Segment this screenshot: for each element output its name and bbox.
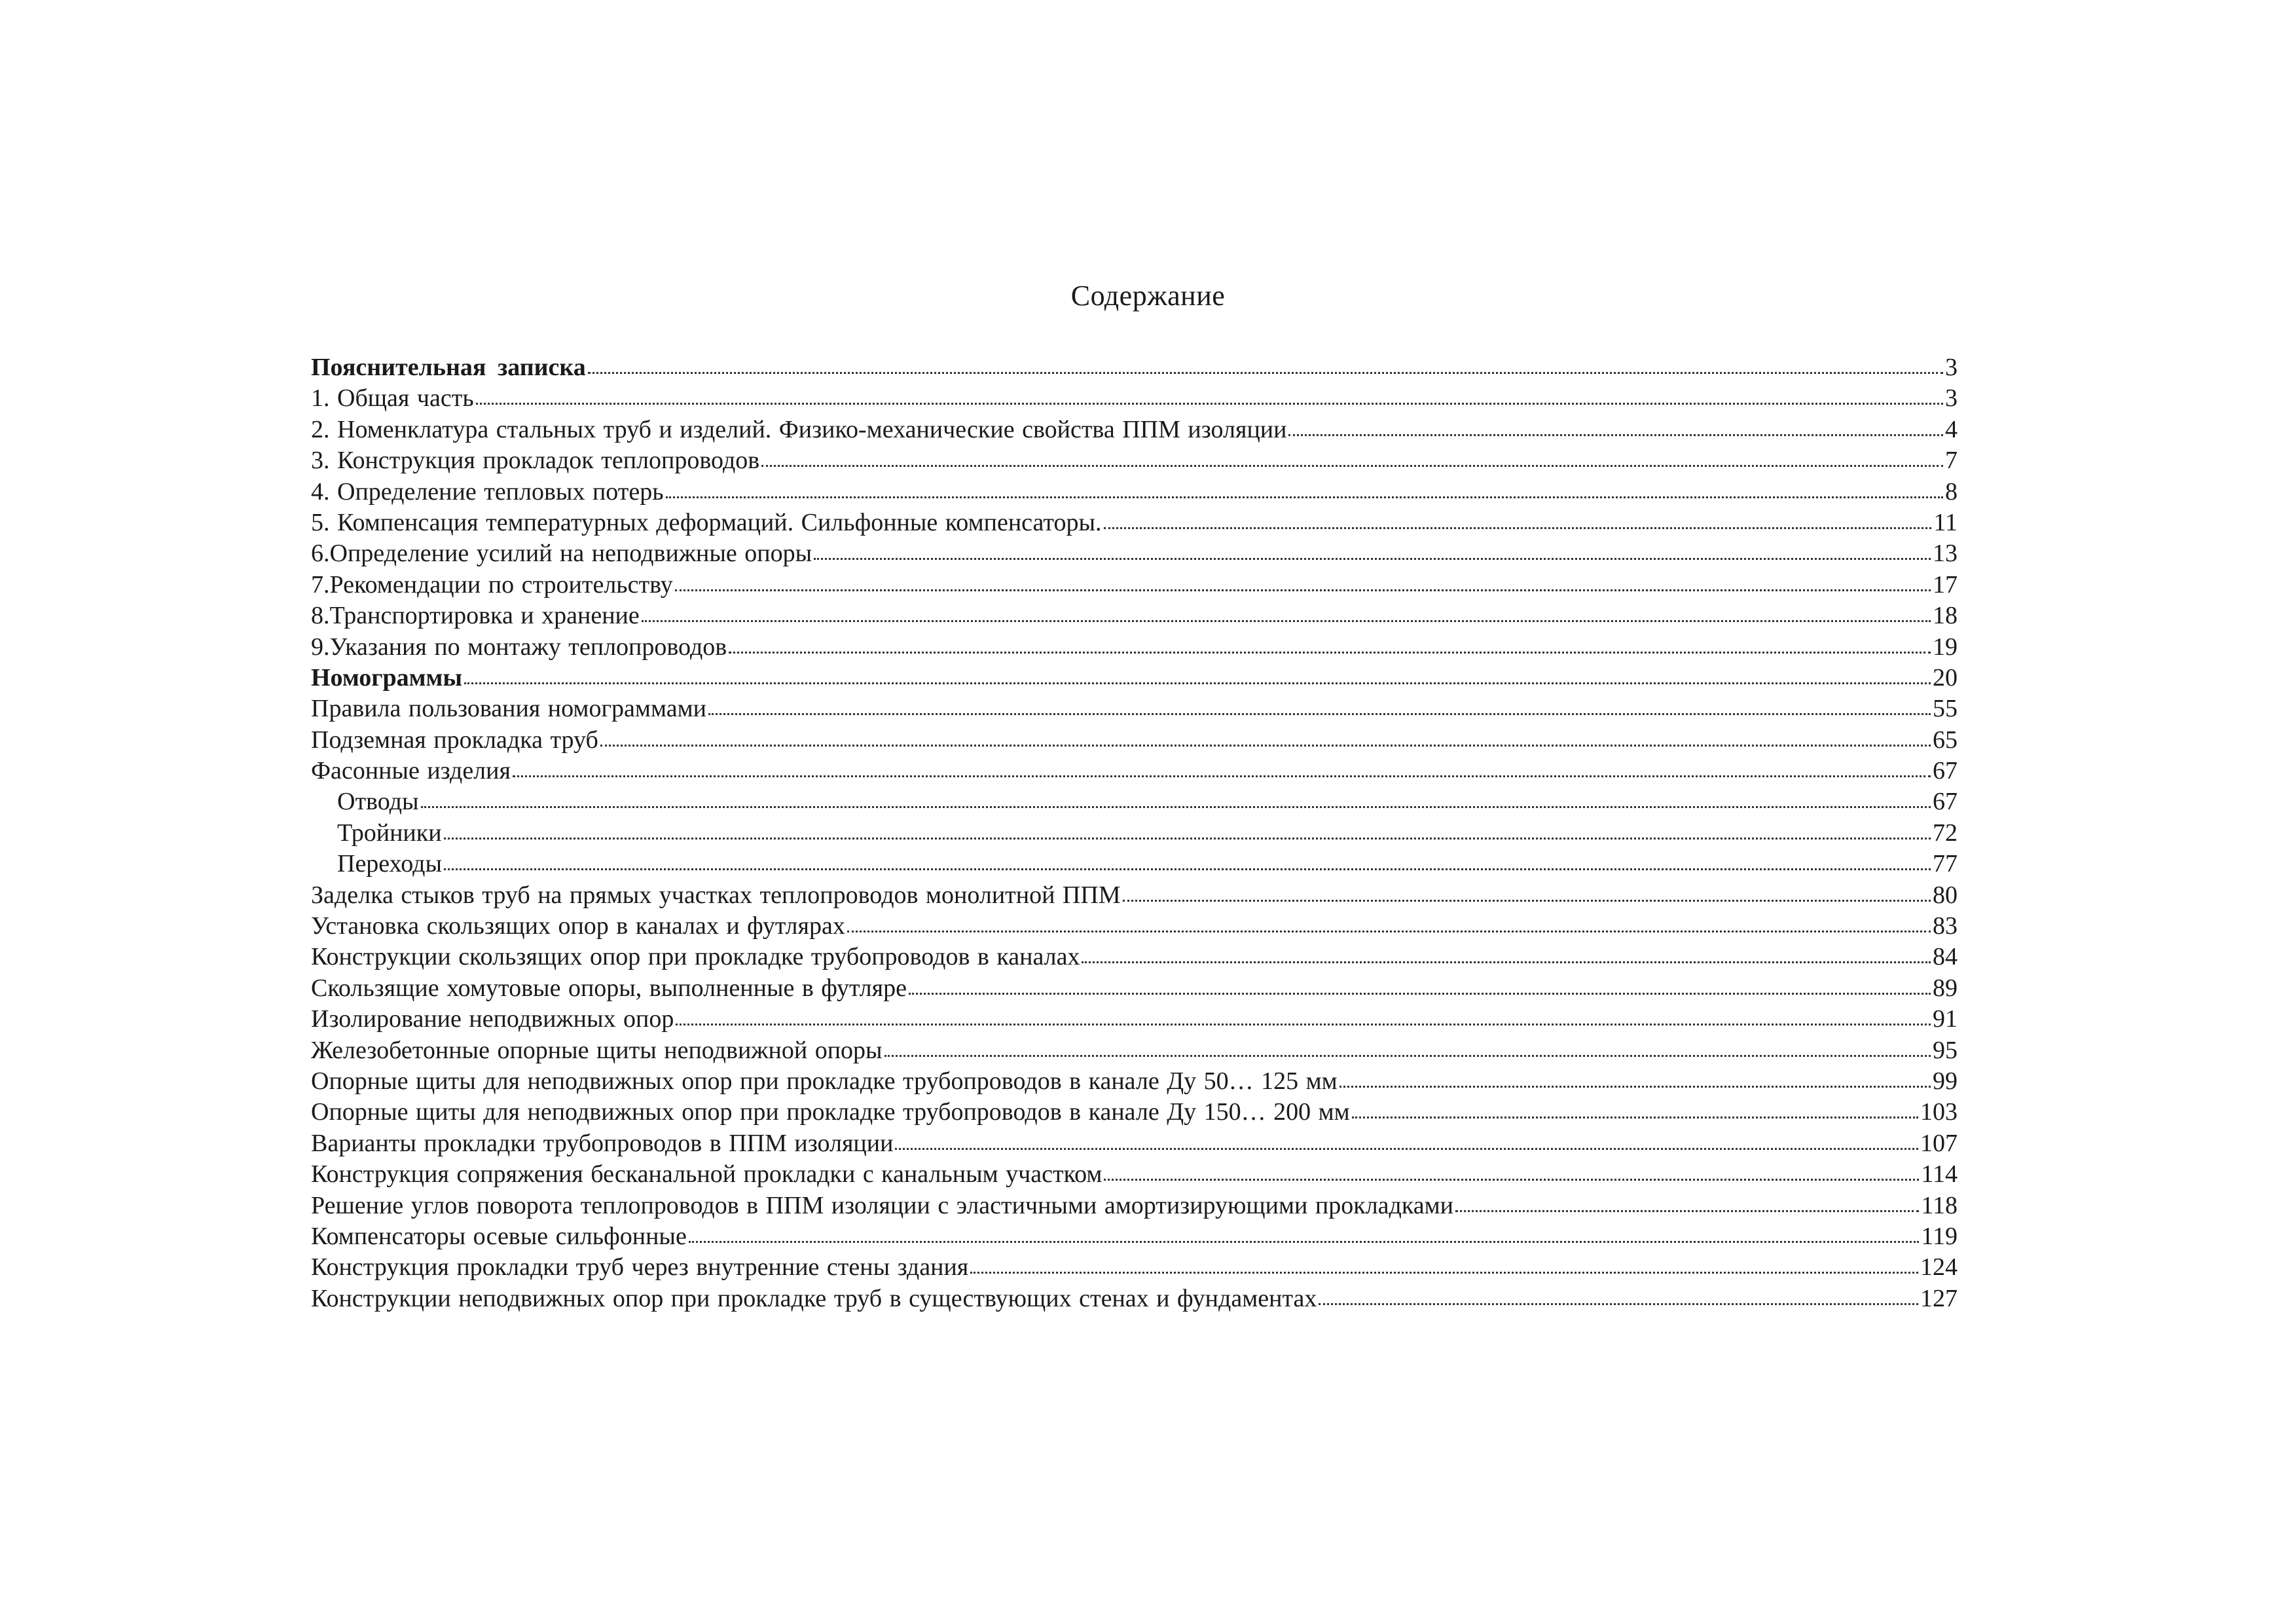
toc-entry-page-number: 119 [1921, 1222, 1958, 1250]
toc-entry [311, 415, 1958, 445]
dot-leader [1104, 526, 1932, 529]
toc-entry [311, 693, 1958, 724]
toc-entry-page-number: 72 [1933, 819, 1958, 847]
toc-entry-title: 6.Определение усилий на неподвижные опоры [311, 540, 812, 568]
dot-leader [676, 1023, 1931, 1025]
toc-entry-page-number: 89 [1933, 974, 1958, 1002]
toc-entry-page-number: 80 [1933, 881, 1958, 909]
dot-leader [588, 371, 1943, 374]
toc-entry-page-number: 17 [1933, 570, 1958, 599]
toc-entry-page-number: 7 [1945, 447, 1958, 475]
toc-entry-title: Решение углов поворота теплопроводов в ППМ изоляции с эластичными амортизирующими прокладками [311, 1191, 1453, 1219]
toc-entry [311, 1190, 1958, 1221]
toc-entry-title: 9.Указания по монтажу теплопроводов [311, 633, 727, 661]
toc-entry-title: Скользящие хомутовые опоры, выполненные в футляре [311, 974, 907, 1002]
toc-entry [311, 756, 1958, 786]
toc-entry-title: Фасонные изделия [311, 757, 511, 785]
toc-entry-title: Варианты прокладки трубопроводов в ППМ изоляции [311, 1129, 894, 1157]
toc-entry [311, 1035, 1958, 1066]
toc-entry-page-number: 20 [1933, 663, 1958, 692]
toc-entry-title: Заделка стыков труб на прямых участках теплопроводов монолитной ППМ [311, 881, 1121, 909]
dot-leader [600, 744, 1931, 747]
toc-entry [311, 352, 1958, 383]
toc-entry-page-number: 107 [1920, 1129, 1958, 1157]
toc-entry-page-number: 3 [1945, 354, 1958, 381]
dot-leader [444, 837, 1931, 840]
toc-entry-page-number: 65 [1933, 726, 1958, 754]
toc-entry-page-number: 13 [1933, 540, 1958, 568]
toc-entry-title: Компенсаторы осевые сильфонные [311, 1222, 687, 1250]
toc-entry-title: 8.Транспортировка и хранение [311, 602, 640, 630]
toc-entry-page-number: 11 [1933, 508, 1958, 536]
toc-entry [311, 1221, 1958, 1252]
toc-entry [311, 570, 1958, 600]
toc-entry-page-number: 67 [1933, 757, 1958, 785]
table-of-contents [311, 352, 1958, 1314]
toc-entry [311, 1004, 1958, 1035]
toc-entry-title: Конструкции неподвижных опор при прокладке труб в существующих стенах и фундаментах [311, 1284, 1317, 1312]
page-title: Содержание [1070, 280, 1226, 312]
toc-entry [311, 477, 1958, 507]
dot-leader [642, 619, 1931, 622]
dot-leader [1352, 1116, 1918, 1118]
dot-leader [708, 712, 1931, 715]
toc-entry-page-number: 19 [1933, 633, 1958, 661]
toc-entry-page-number: 83 [1933, 912, 1958, 940]
dot-leader [675, 589, 1931, 591]
dot-leader [814, 557, 1931, 560]
toc-entry-page-number: 95 [1933, 1036, 1958, 1064]
toc-entry-title: Подземная прокладка труб [311, 726, 598, 754]
toc-entry-page-number: 55 [1933, 695, 1958, 723]
toc-entry [311, 507, 1958, 538]
toc-entry-title: Конструкция сопряжения бесканальной прокладки с канальным участком [311, 1160, 1102, 1189]
dot-leader [1082, 961, 1931, 963]
toc-entry [311, 538, 1958, 569]
toc-entry-page-number: 84 [1933, 943, 1958, 971]
toc-entry-title: Переходы [337, 850, 442, 878]
dot-leader [1319, 1302, 1918, 1305]
toc-entry-title: Правила пользования номограммами [311, 695, 706, 723]
dot-leader [847, 930, 1931, 932]
toc-entry-title: Номограммы [311, 663, 463, 692]
toc-entry-title: Конструкции скользящих опор при прокладке трубопроводов в каналах [311, 943, 1080, 971]
toc-entry-page-number: 8 [1945, 477, 1958, 506]
toc-entry [311, 632, 1958, 663]
dot-leader [1104, 1178, 1919, 1181]
toc-entry-page-number: 114 [1921, 1160, 1958, 1189]
toc-entry-page-number: 118 [1921, 1191, 1958, 1219]
toc-entry [311, 880, 1958, 911]
toc-entry-title: Отводы [337, 788, 419, 816]
toc-entry [311, 1066, 1958, 1097]
toc-entry [311, 1128, 1958, 1159]
toc-entry [311, 1159, 1958, 1190]
toc-entry-title: 5. Компенсация температурных деформаций. Сильфонные компенсаторы. [311, 508, 1102, 536]
toc-entry-title: Опорные щиты для неподвижных опор при прокладке трубопроводов в канале Ду 150… 200 мм [311, 1098, 1350, 1126]
toc-entry-page-number: 91 [1933, 1005, 1958, 1033]
dot-leader [884, 1054, 1931, 1057]
toc-entry [311, 911, 1958, 942]
dot-leader [421, 805, 1931, 808]
toc-entry [311, 383, 1958, 414]
dot-leader [761, 464, 1943, 467]
toc-entry-page-number: 127 [1920, 1284, 1958, 1312]
dot-leader [895, 1147, 1918, 1150]
dot-leader [1339, 1085, 1931, 1088]
toc-entry-title: 3. Конструкция прокладок теплопроводов [311, 447, 760, 475]
dot-leader [464, 682, 1931, 684]
toc-entry-page-number: 18 [1933, 602, 1958, 630]
dot-leader [513, 775, 1931, 777]
toc-entry [311, 600, 1958, 631]
toc-entry-title: Железобетонные опорные щиты неподвижной опоры [311, 1036, 883, 1064]
dot-leader [689, 1240, 1920, 1243]
toc-entry [311, 725, 1958, 756]
toc-entry-page-number: 4 [1945, 415, 1958, 443]
toc-entry-page-number: 99 [1933, 1067, 1958, 1095]
toc-entry-title: 4. Определение тепловых потерь [311, 477, 664, 506]
toc-entry-title: Изолирование неподвижных опор [311, 1005, 674, 1033]
toc-entry [311, 1283, 1958, 1314]
toc-entry [311, 663, 1958, 693]
toc-entry [311, 818, 1958, 849]
toc-entry-title: 1. Общая часть [311, 384, 474, 413]
dot-leader [476, 402, 1943, 405]
dot-leader [729, 651, 1931, 654]
toc-entry [311, 1097, 1958, 1128]
toc-entry [311, 445, 1958, 476]
toc-entry [311, 786, 1958, 817]
toc-entry [311, 849, 1958, 879]
dot-leader [444, 868, 1931, 870]
toc-entry-page-number: 67 [1933, 788, 1958, 816]
toc-entry-title: Конструкция прокладки труб через внутренние стены здания [311, 1253, 969, 1282]
dot-leader [1455, 1209, 1919, 1212]
toc-entry-page-number: 124 [1920, 1253, 1958, 1282]
toc-entry-page-number: 77 [1933, 850, 1958, 878]
toc-entry-title: Опорные щиты для неподвижных опор при прокладке трубопроводов в канале Ду 50… 125 мм [311, 1067, 1338, 1095]
toc-entry-title: Тройники [337, 819, 442, 847]
toc-entry [311, 973, 1958, 1004]
toc-entry [311, 1252, 1958, 1283]
dot-leader [909, 992, 1931, 995]
toc-entry-page-number: 3 [1945, 384, 1958, 413]
dot-leader [1288, 434, 1943, 436]
dot-leader [666, 496, 1943, 498]
toc-entry [311, 942, 1958, 972]
dot-leader [1123, 899, 1931, 902]
toc-entry-title: Установка скользящих опор в каналах и футлярах [311, 912, 845, 940]
toc-entry-title: 7.Рекомендации по строительству [311, 570, 673, 599]
toc-entry-page-number: 103 [1920, 1098, 1958, 1126]
toc-entry-title: Пояснительная записка [311, 354, 586, 381]
toc-entry-title: 2. Номенклатура стальных труб и изделий. Физико-механические свойства ППМ изоляции [311, 415, 1287, 443]
dot-leader [970, 1271, 1918, 1274]
